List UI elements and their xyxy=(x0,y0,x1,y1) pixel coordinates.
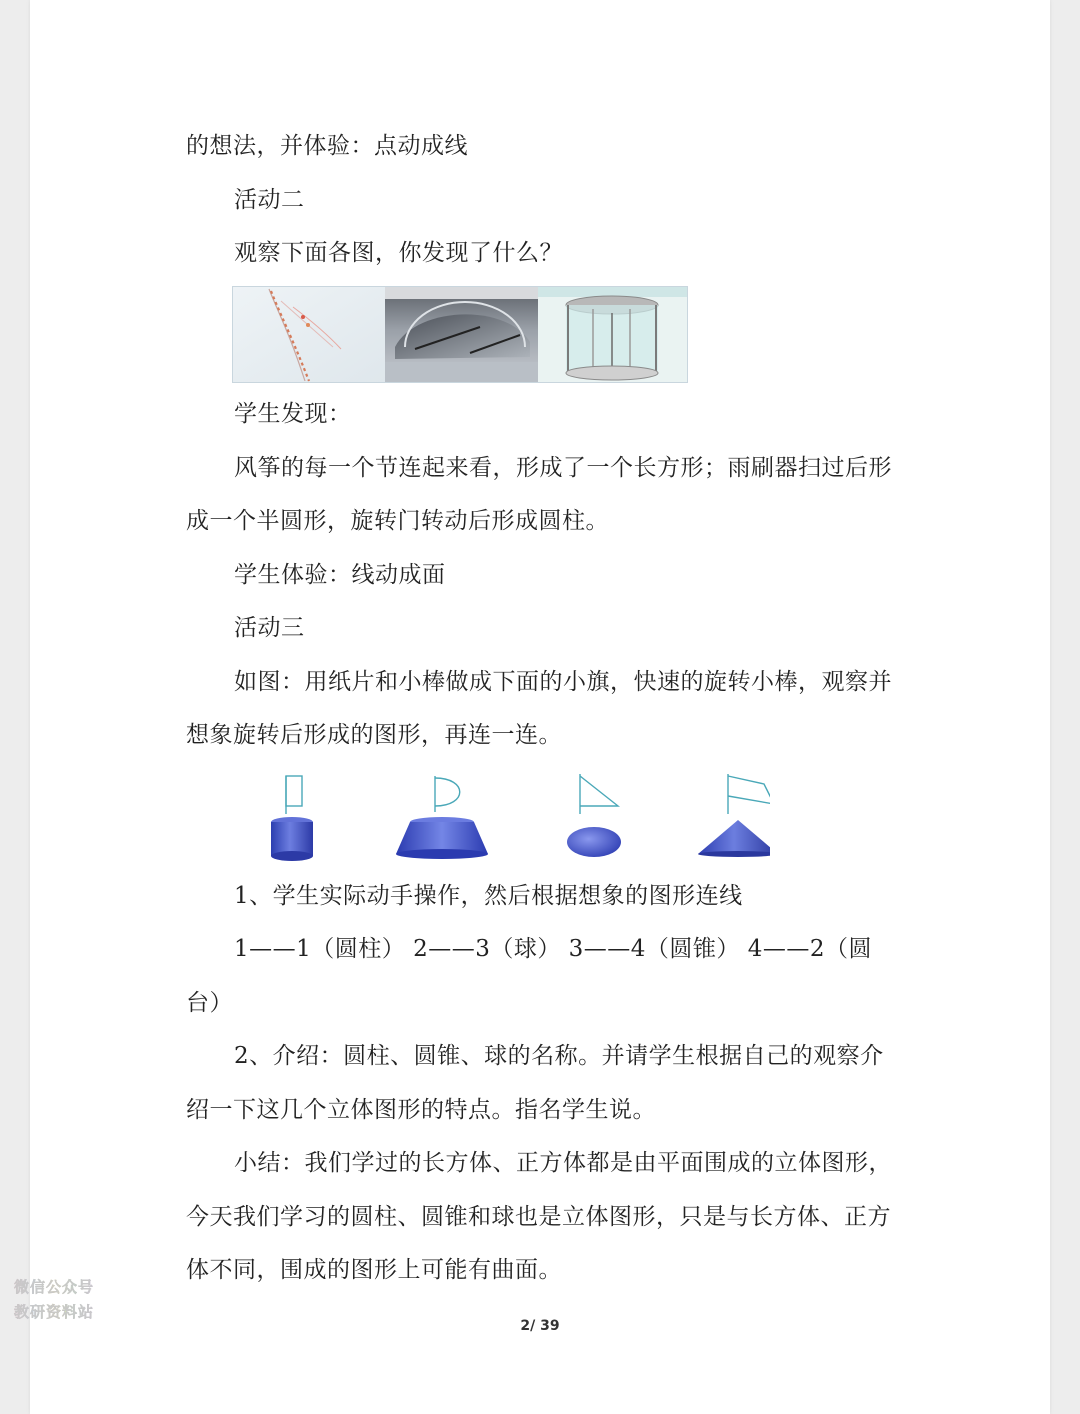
text-line-16: 小结：我们学过的长方体、正方体都是由平面围成的立体图形， xyxy=(234,1150,892,1176)
text-line-18: 体不同，围成的图形上可能有曲面。 xyxy=(186,1257,562,1283)
text-line-4: 学生发现： xyxy=(234,401,352,427)
windshield-wiper-photo xyxy=(385,287,538,382)
text-line-5: 风筝的每一个节连起来看，形成了一个长方形；雨刷器扫过后形 xyxy=(234,455,892,481)
text-line-9: 如图：用纸片和小棒做成下面的小旗，快速的旋转小棒，观察并 xyxy=(234,669,892,695)
heading-activity-two: 活动二 xyxy=(234,187,305,213)
revolving-door-photo xyxy=(538,287,687,382)
document-page xyxy=(30,0,1050,1414)
flag-cone-figure xyxy=(698,774,770,857)
text-line-10: 想象旋转后形成的图形，再连一连。 xyxy=(186,722,562,748)
text-line-6: 成一个半圆形，旋转门转动后形成圆柱。 xyxy=(186,508,609,534)
text-line-1: 的想法，并体验：点动成线 xyxy=(186,133,468,159)
heading-activity-three: 活动三 xyxy=(234,615,305,641)
watermark-line-1: 微信公众号 xyxy=(14,1278,95,1296)
photo-strip xyxy=(232,286,688,383)
text-line-11: 1、学生实际动手操作，然后根据想象的图形连线 xyxy=(234,883,743,909)
text-line-12: 1——1（圆柱） 2——3（球） 3——4（圆锥） 4——2（圆 xyxy=(234,936,872,962)
kite-photo xyxy=(233,287,385,382)
flag-cylinder-figure xyxy=(271,776,313,861)
text-line-7: 学生体验：线动成面 xyxy=(234,562,446,588)
flag-sphere-figure xyxy=(567,774,621,857)
text-line-17: 今天我们学习的圆柱、圆锥和球也是立体图形，只是与长方体、正方 xyxy=(186,1204,891,1230)
watermark-line-2: 教研资料站 xyxy=(14,1303,95,1321)
flag-shapes-figure xyxy=(230,770,770,865)
flag-frustum-figure xyxy=(396,776,488,859)
text-line-13: 台） xyxy=(186,990,233,1016)
page-number: 2/ 39 xyxy=(520,1318,560,1334)
text-line-14: 2、介绍：圆柱、圆锥、球的名称。并请学生根据自己的观察介 xyxy=(234,1043,884,1069)
text-line-3: 观察下面各图，你发现了什么？ xyxy=(234,240,563,266)
text-line-15: 绍一下这几个立体图形的特点。指名学生说。 xyxy=(186,1097,656,1123)
